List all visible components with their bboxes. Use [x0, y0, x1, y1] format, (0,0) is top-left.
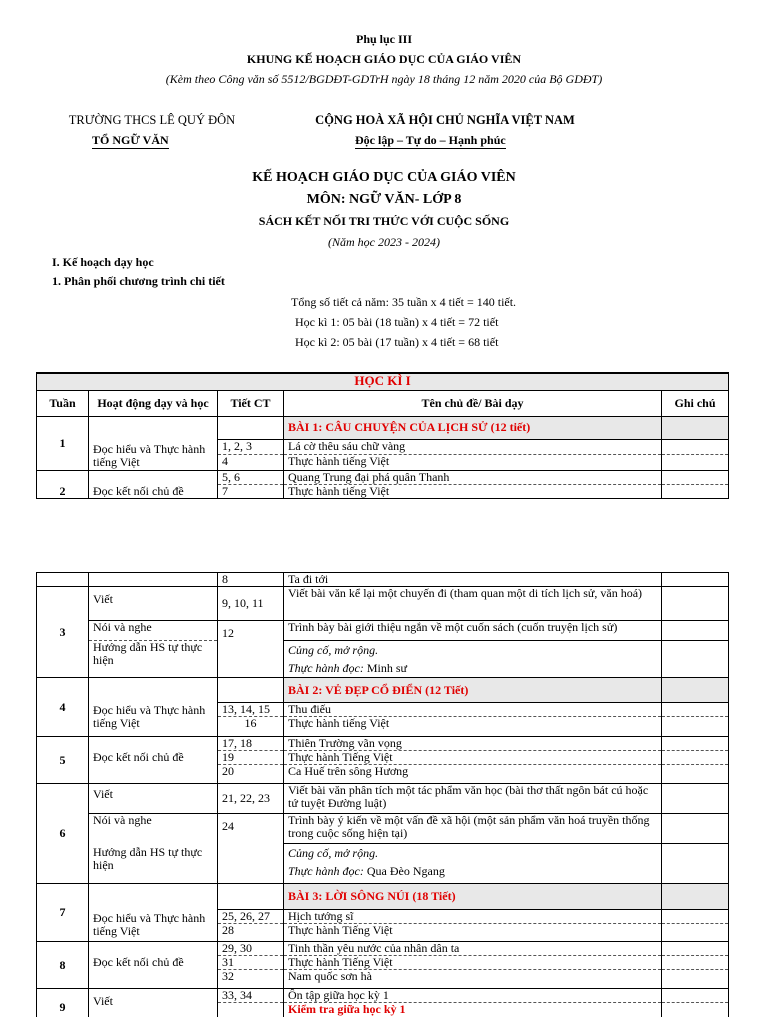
lesson-title: BÀI 2: VẺ ĐẸP CỔ ĐIỂN (12 Tiết) — [284, 678, 662, 703]
review-text: Củng cố, mở rộng. — [288, 846, 379, 860]
lesson-cell: Viết bài văn phân tích một tác phẩm văn học (bài thơ thất ngôn bát cú hoặc tứ tuyệt Đường luật) — [284, 784, 662, 814]
activity-cell: Đọc hiểu và Thực hành tiếng Việt — [89, 678, 218, 737]
week-number: 4 — [37, 678, 89, 737]
period-cell: 8 — [218, 573, 284, 587]
lesson-cell — [284, 844, 662, 884]
activity-cell: Hướng dẫn HS tự thực hiện — [89, 844, 218, 884]
period-cell: 21, 22, 23 — [218, 784, 284, 814]
lesson-cell: Nam quốc sơn hà — [284, 970, 662, 989]
total-periods: Tổng số tiết cả năm: 35 tuần x 4 tiết = 140 tiết. — [291, 295, 517, 309]
lesson-cell: Thu điếu — [284, 703, 662, 717]
activity-cell: Đọc kết nối chủ đề — [89, 737, 218, 784]
lesson-cell: Viết bài văn kể lại một chuyến đi (tham quan một di tích lịch sử, văn hoá) — [284, 587, 662, 621]
schedule-table-page1 — [36, 372, 729, 499]
col-header-activity: Hoạt động dạy và học — [89, 390, 218, 416]
semester2-periods: Học kì 2: 05 bài (17 tuần) x 4 tiết = 68 tiết — [295, 335, 499, 349]
period-cell: 33, 34 — [218, 989, 284, 1003]
lesson-cell: Thực hành Tiếng Việt — [284, 956, 662, 970]
activity-cell: Đọc kết nối chủ đề — [89, 942, 218, 989]
lesson-cell: Thực hành tiếng Việt — [284, 717, 662, 737]
week-number: 5 — [37, 737, 89, 784]
col-header-week: Tuần — [37, 390, 89, 416]
lesson-cell: Thiên Trường vãn vọng — [284, 737, 662, 751]
week-number: 1 — [37, 416, 89, 470]
subject-title: MÔN: NGỮ VĂN- LỚP 8 — [306, 192, 462, 207]
lesson-cell: Ta đi tới — [284, 573, 662, 587]
lesson-cell: Thực hành tiếng Việt — [284, 484, 662, 498]
section-heading: I. Kế hoạch dạy học — [52, 255, 154, 269]
plan-title: KẾ HOẠCH GIÁO DỤC CỦA GIÁO VIÊN — [252, 170, 516, 185]
period-cell: 13, 14, 15 — [218, 703, 284, 717]
lesson-cell — [284, 641, 662, 678]
period-cell: 12 — [218, 621, 284, 678]
activity-cell: Nói và nghe — [89, 814, 218, 844]
lesson-cell: Quang Trung đại phá quân Thanh — [284, 470, 662, 484]
schedule-table-page2 — [36, 572, 729, 1017]
period-cell: 9, 10, 11 — [218, 587, 284, 621]
week-number: 9 — [37, 989, 89, 1017]
republic-title: CỘNG HOÀ XÃ HỘI CHỦ NGHĨA VIỆT NAM — [315, 113, 575, 127]
lesson-cell: Ôn tập giữa học kỳ 1 — [284, 989, 662, 1003]
appendix-label: Phụ lục III — [355, 32, 413, 46]
review-text: Củng cố, mở rộng. — [288, 643, 379, 657]
activity-cell: Đọc hiểu và Thực hành tiếng Việt — [89, 416, 218, 470]
lesson-cell: Thực hành Tiếng Việt — [284, 751, 662, 765]
col-header-period: Tiết CT — [218, 390, 284, 416]
period-cell: 28 — [218, 924, 284, 942]
period-cell: 17, 18 — [218, 737, 284, 751]
activity-cell: Đọc kết nối chủ đề — [89, 470, 218, 498]
lesson-cell: Trình bày bài giới thiệu ngắn về một cuốn sách (cuốn truyện lịch sử) — [284, 621, 662, 641]
period-cell: 24 — [218, 814, 284, 884]
practice-reading-label: Thực hành đọc: — [288, 864, 364, 878]
sub-heading: 1. Phân phối chương trình chi tiết — [52, 274, 225, 288]
week-number: 8 — [37, 942, 89, 989]
practice-reading-label: Thực hành đọc: — [288, 661, 364, 675]
activity-cell: Viết — [89, 587, 218, 621]
week-number: 7 — [37, 884, 89, 942]
practice-reading-title: Qua Đèo Ngang — [366, 864, 445, 878]
lesson-cell: Trình bày ý kiến về một vấn đề xã hội (một sản phẩm văn hoá truyền thống trong cuộc sống hiện tại) — [284, 814, 662, 844]
activity-cell: Nói và nghe — [89, 621, 218, 641]
lesson-cell: Kiểm tra giữa học kỳ 1 — [284, 1003, 662, 1017]
semester1-periods: Học kì 1: 05 bài (18 tuần) x 4 tiết = 72 tiết — [295, 315, 499, 329]
department-name: TỔ NGỮ VĂN — [92, 133, 169, 147]
frame-title: KHUNG KẾ HOẠCH GIÁO DỤC CỦA GIÁO VIÊN — [246, 52, 522, 66]
week-number: 6 — [37, 784, 89, 884]
lesson-title: BÀI 3: LỜI SÔNG NÚI (18 Tiết) — [284, 884, 662, 910]
period-cell: 5, 6 — [218, 470, 284, 484]
col-header-note: Ghi chú — [662, 390, 729, 416]
activity-cell: Viết — [89, 784, 218, 814]
school-year: (Năm học 2023 - 2024) — [328, 235, 440, 249]
period-cell: 1, 2, 3 — [218, 439, 284, 454]
week-number: 2 — [37, 470, 89, 498]
week-number: 3 — [37, 587, 89, 678]
period-cell: 25, 26, 27 — [218, 910, 284, 924]
activity-cell: Hướng dẫn HS tự thực hiện — [89, 641, 218, 678]
period-cell: 29, 30 — [218, 942, 284, 956]
period-cell: 32 — [218, 970, 284, 989]
activity-cell: Đọc hiểu và Thực hành tiếng Việt — [89, 884, 218, 942]
col-header-lesson: Tên chủ đề/ Bài dạy — [284, 390, 662, 416]
semester-label: HỌC KÌ I — [37, 373, 729, 390]
textbook-title: SÁCH KẾT NỐI TRI THỨC VỚI CUỘC SỐNG — [258, 214, 510, 228]
lesson-cell: Hịch tướng sĩ — [284, 910, 662, 924]
period-cell: 7 — [218, 484, 284, 498]
period-cell: 19 — [218, 751, 284, 765]
lesson-cell: Ca Huế trên sông Hương — [284, 765, 662, 784]
national-motto: Độc lập – Tự do – Hạnh phúc — [355, 133, 506, 147]
period-cell: 16 — [218, 717, 284, 737]
lesson-cell: Thực hành tiếng Việt — [284, 454, 662, 470]
school-name: TRƯỜNG THCS LÊ QUÝ ĐÔN — [68, 113, 236, 127]
lesson-cell: Lá cờ thêu sáu chữ vàng — [284, 439, 662, 454]
lesson-cell: Tinh thần yêu nước của nhân dân ta — [284, 942, 662, 956]
period-cell: 4 — [218, 454, 284, 470]
activity-cell: Viết — [89, 989, 218, 1017]
practice-reading-title: Minh sư — [366, 661, 408, 675]
lesson-cell: Thực hành Tiếng Việt — [284, 924, 662, 942]
lesson-title: BÀI 1: CÂU CHUYỆN CỦA LỊCH SỬ (12 tiết) — [284, 416, 662, 439]
period-cell: 20 — [218, 765, 284, 784]
official-note: (Kèm theo Công văn số 5512/BGDĐT-GDTrH ngày 18 tháng 12 năm 2020 của Bộ GDĐT) — [165, 72, 603, 86]
period-cell: 31 — [218, 956, 284, 970]
